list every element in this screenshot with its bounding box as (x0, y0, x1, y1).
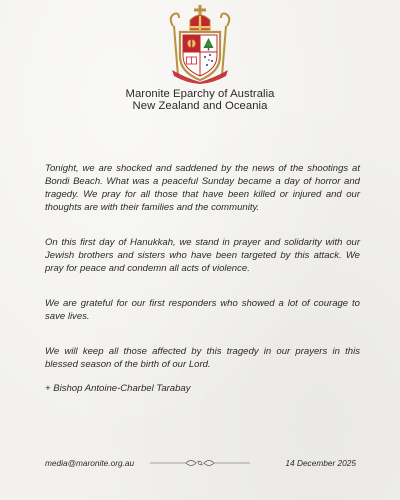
statement-paragraph: Tonight, we are shocked and saddened by the news of the shootings at Bondi Beach. What was a peaceful Sunday became a day of horror and tragedy. We pray for all those that have been killed or injured and our thoughts are with their families and the community. (45, 163, 360, 213)
statement-paragraph: We will keep all those affected by this tragedy in our prayers in this blessed season of the birth of our Lord. (45, 346, 360, 370)
organization-name-line2: New Zealand and Oceania (132, 100, 268, 112)
contact-email[interactable]: media@maronite.org.au (45, 458, 135, 468)
eparchy-crest-icon (164, 4, 236, 84)
statement-date: 14 December 2025 (285, 458, 356, 468)
statement-paragraph: On this first day of Hanukkah, we stand in prayer and solidarity with our Jewish brothers and sisters who have been targeted by this attack. We pray for peace and condemn all acts of violence. (45, 237, 360, 274)
statement-paragraph: We are grateful for our first responders who showed a lot of courage to save lives. (45, 298, 360, 322)
organization-name-line1: Maronite Eparchy of Australia (125, 88, 275, 100)
signature: + Bishop Antoine-Charbel Tarabay (45, 383, 191, 394)
ornamental-divider-icon (150, 456, 250, 470)
